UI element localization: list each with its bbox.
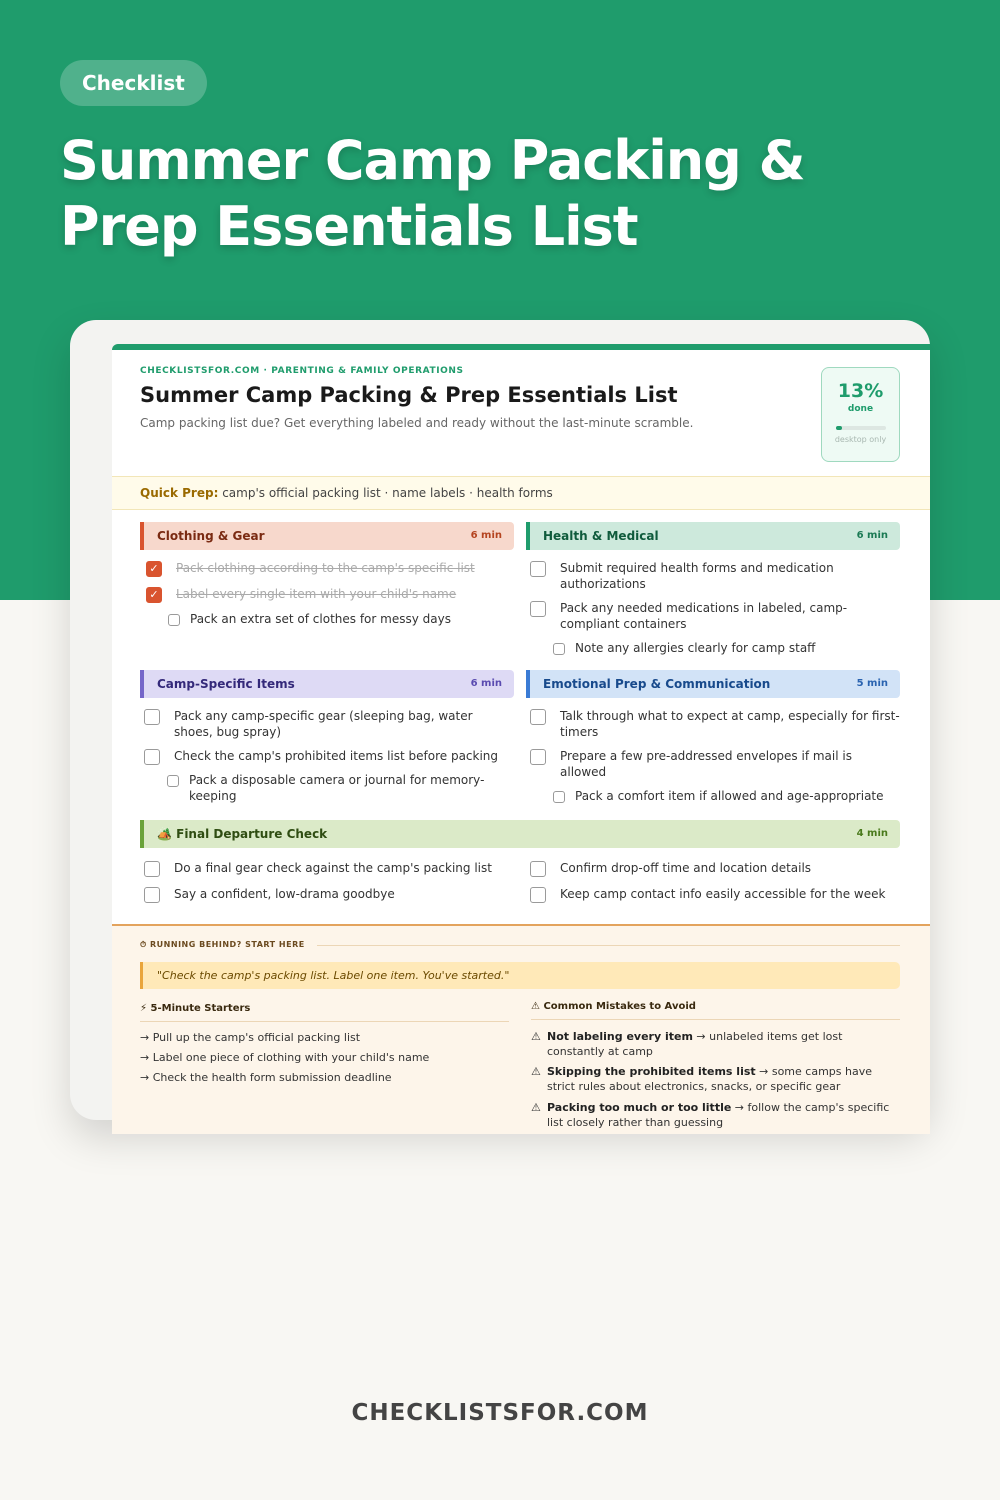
section-title: Camp-Specific Items (157, 677, 295, 691)
checklist-subitem[interactable] (167, 772, 514, 804)
divider (531, 1019, 900, 1020)
quick-prep-text: camp's official packing list · name labels · health forms (222, 486, 553, 500)
motivational-quote: "Check the camp's packing list. Label one item. You've started." (140, 962, 900, 989)
checkbox[interactable] (530, 861, 546, 877)
section-header (140, 522, 514, 550)
checkbox[interactable] (530, 561, 546, 577)
footer-brand[interactable]: CHECKLISTSFOR.COM (351, 1400, 649, 1426)
checklist-item[interactable] (530, 600, 900, 632)
checklist-item[interactable] (530, 860, 900, 876)
mistake-text: → unlabeled items get lost constantly at camp (547, 1030, 843, 1058)
checkbox[interactable] (167, 775, 179, 787)
preview-frame (70, 320, 930, 1129)
item-label: Prepare a few pre-addressed envelopes if mail is allowed (560, 749, 852, 779)
checkbox[interactable] (144, 887, 160, 903)
section-clothing-gear (140, 522, 514, 550)
checkbox[interactable] (530, 749, 546, 765)
section-final-departure (140, 820, 900, 848)
starters-title: ⚡ 5-Minute Starters (140, 1003, 251, 1014)
checklist-subitem[interactable] (553, 640, 900, 656)
brand-breadcrumb[interactable]: CHECKLISTSFOR.COM · PARENTING & FAMILY OPERATIONS (140, 366, 464, 376)
starter-item: → Pull up the camp's official packing list (140, 1031, 361, 1044)
item-label: Check the camp's prohibited items list before packing (174, 749, 499, 763)
mistake-item (531, 1100, 901, 1130)
quick-prep-label: Quick Prep: (140, 486, 219, 500)
mistake-text: → some camps have strict rules about electronics, snacks, or specific gear (547, 1065, 872, 1093)
page-subtitle: Camp packing list due? Get everything labeled and ready without the last-minute scramble. (140, 416, 694, 430)
section-time: 5 min (856, 678, 888, 689)
section-header (140, 820, 900, 848)
progress-card (821, 367, 900, 462)
item-label: Keep camp contact info easily accessible for the week (560, 887, 886, 901)
mistake-item (531, 1064, 901, 1094)
item-label: Pack any needed medications in labeled, camp-compliant containers (560, 601, 848, 631)
section-header (526, 522, 900, 550)
starter-item: → Check the health form submission deadline (140, 1071, 392, 1084)
progress-note: desktop only (834, 435, 887, 444)
section-emotional-prep (526, 670, 900, 698)
mistake-title: Packing too much or too little (547, 1101, 732, 1114)
section-title: Clothing & Gear (157, 529, 265, 543)
progress-bar (836, 426, 886, 430)
mistakes-title: ⚠ Common Mistakes to Avoid (531, 1001, 696, 1012)
item-label: Say a confident, low-drama goodbye (174, 887, 395, 901)
checkbox[interactable] (530, 601, 546, 617)
divider (317, 945, 900, 946)
item-label: Confirm drop-off time and location details (560, 861, 812, 875)
section-time: 6 min (470, 530, 502, 541)
checklist-item[interactable] (530, 886, 900, 902)
checklist-item[interactable] (530, 560, 900, 592)
warning-icon: ⚠ (531, 1030, 541, 1043)
checkbox[interactable] (144, 749, 160, 765)
item-label: Note any allergies clearly for camp staff (575, 641, 816, 655)
section-camp-specific (140, 670, 514, 698)
section-time: 4 min (856, 828, 888, 839)
category-pill[interactable]: Checklist (60, 60, 207, 106)
page-title: Summer Camp Packing & Prep Essentials List (140, 383, 678, 407)
checkbox[interactable] (144, 709, 160, 725)
section-health-medical (526, 522, 900, 550)
item-label: Submit required health forms and medication authorizations (560, 561, 834, 591)
mistake-text: → follow the camp's specific list closely rather than guessing (547, 1101, 890, 1129)
quick-prep-bar (112, 476, 930, 510)
checkbox[interactable] (530, 709, 546, 725)
checkbox[interactable] (168, 614, 180, 626)
section-time: 6 min (470, 678, 502, 689)
section-title: Emotional Prep & Communication (543, 677, 771, 691)
mistake-item (531, 1029, 901, 1059)
progress-bar-fill (836, 426, 843, 430)
checklist-subitem[interactable] (553, 788, 900, 804)
checklist-item[interactable] (144, 748, 514, 764)
checkbox[interactable] (530, 887, 546, 903)
checklist-item[interactable] (146, 586, 514, 602)
checklist-item[interactable] (144, 886, 514, 902)
warning-icon: ⚠ (531, 1101, 541, 1114)
item-label: Do a final gear check against the camp's packing list (174, 861, 492, 875)
checkbox[interactable] (144, 861, 160, 877)
progress-percent: 13% (837, 380, 884, 402)
item-label: Label every single item with your child's name (176, 587, 457, 601)
checklist-item[interactable] (530, 748, 900, 780)
checklist-item[interactable] (146, 560, 514, 576)
item-label: Pack any camp-specific gear (sleeping bag, water shoes, bug spray) (174, 709, 473, 739)
starter-item: → Label one piece of clothing with your child's name (140, 1051, 430, 1064)
item-label: Talk through what to expect at camp, especially for first-timers (560, 709, 900, 739)
item-label: Pack an extra set of clothes for messy days (190, 612, 451, 626)
section-header (526, 670, 900, 698)
running-behind-panel (112, 924, 930, 1134)
item-label: Pack clothing according to the camp's specific list (176, 561, 475, 575)
checklist-item[interactable] (144, 860, 514, 876)
section-title: Health & Medical (543, 529, 659, 543)
checkbox-checked[interactable]: ✓ (146, 561, 162, 577)
checklist-item[interactable] (144, 708, 514, 740)
mistake-title: Not labeling every item (547, 1030, 693, 1043)
mistake-title: Skipping the prohibited items list (547, 1065, 756, 1078)
section-time: 6 min (856, 530, 888, 541)
section-title: 🏕️ Final Departure Check (157, 827, 328, 841)
running-behind-label: ⏱ RUNNING BEHIND? START HERE (140, 940, 305, 949)
checkbox[interactable] (553, 643, 565, 655)
checkbox[interactable] (553, 791, 565, 803)
divider (140, 1021, 509, 1022)
hero-title: Summer Camp Packing & Prep Essentials List (60, 129, 805, 258)
item-label: Pack a comfort item if allowed and age-appropriate (575, 789, 884, 803)
warning-icon: ⚠ (531, 1065, 541, 1078)
checklist-subitem[interactable] (168, 611, 514, 627)
progress-label: done (847, 404, 874, 414)
checkbox-checked[interactable]: ✓ (146, 587, 162, 603)
section-header (140, 670, 514, 698)
checklist-item[interactable] (530, 708, 900, 740)
checklist-sheet (112, 344, 930, 1129)
item-label: Pack a disposable camera or journal for memory-keeping (189, 773, 485, 803)
